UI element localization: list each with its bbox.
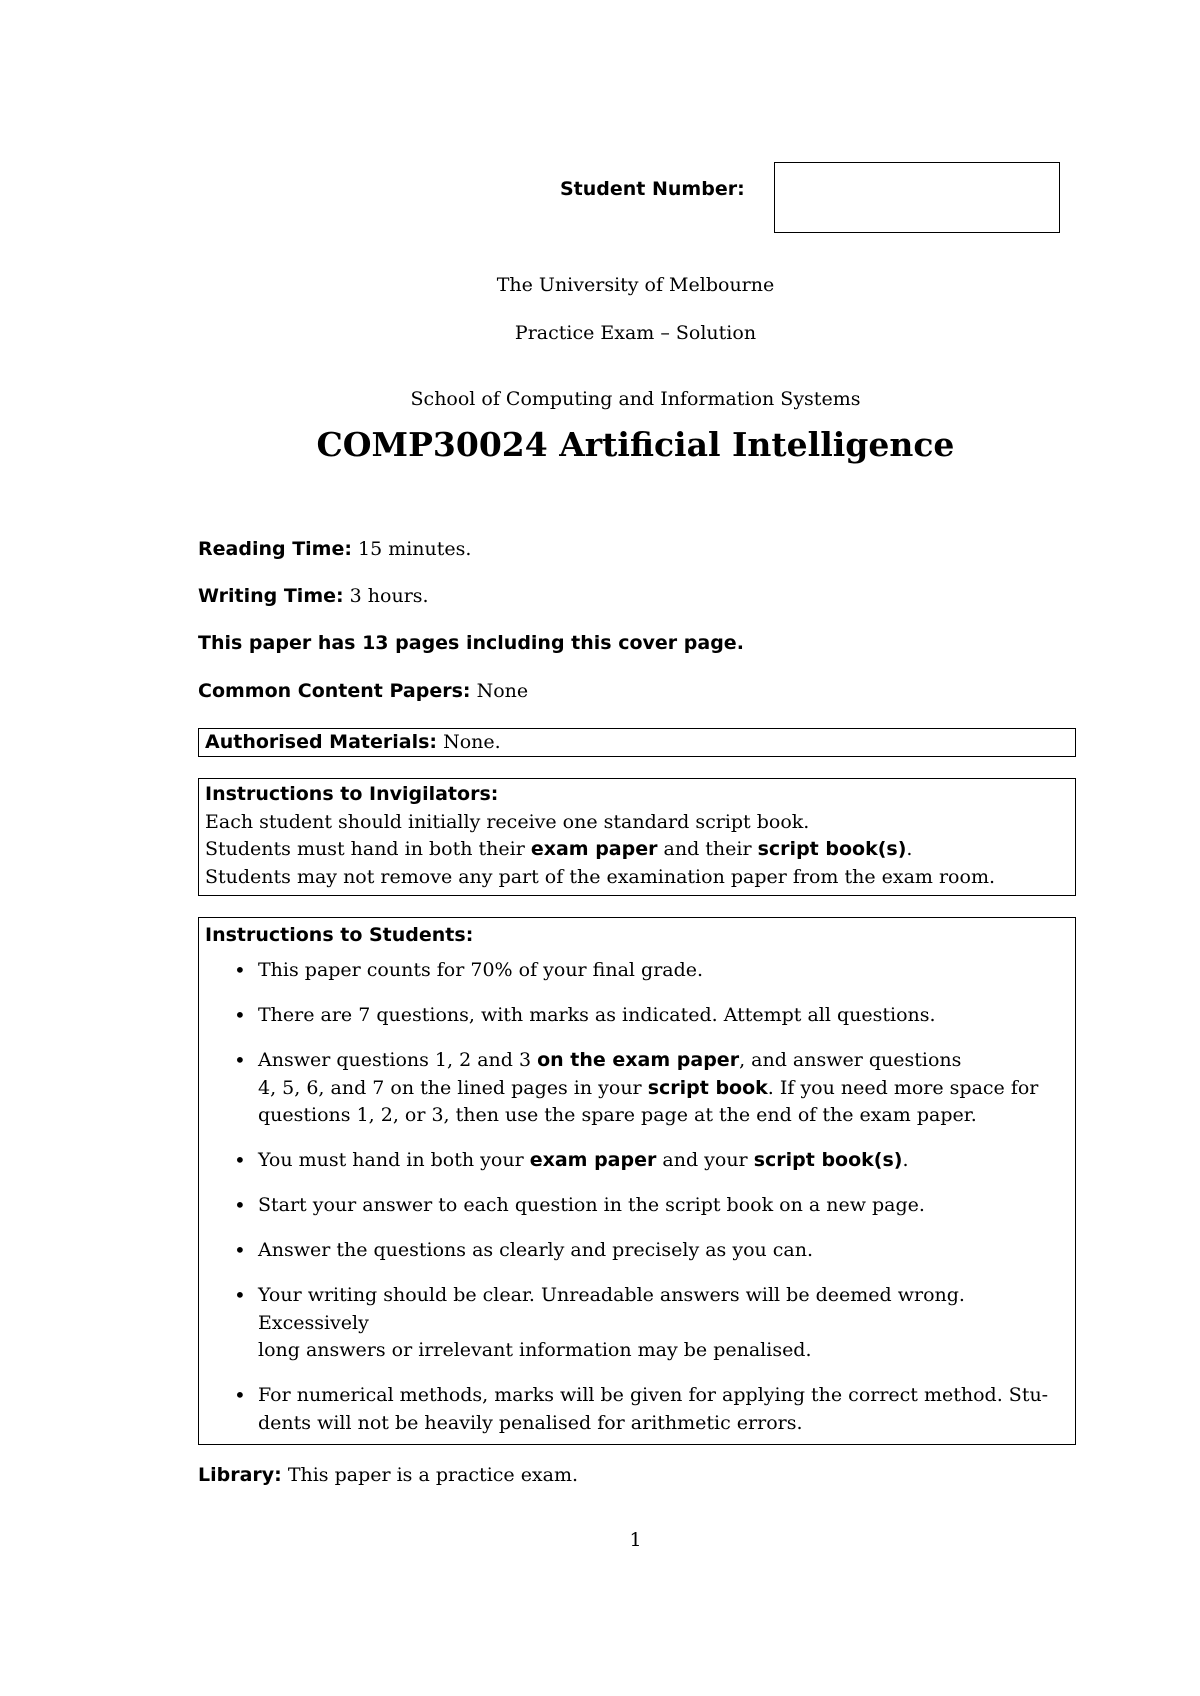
common-content: [198, 680, 528, 702]
invigilator-instructions-box: [198, 778, 1076, 896]
text-line: • For numerical methods, marks will be given for applying the correct method. Stu-: [258, 1384, 1049, 1406]
text: . If you need more space for: [767, 1076, 1039, 1099]
common-content-value: None: [476, 680, 529, 702]
invigilator-instructions-title: Instructions to Invigilators:: [205, 783, 499, 805]
exam-title: Practice Exam – Solution: [514, 322, 757, 344]
list-item: [258, 1282, 1069, 1365]
invigilator-line: Each student should initially receive one standard script book.: [205, 810, 810, 833]
page-number: 1: [629, 1529, 642, 1551]
text-line: questions 1, 2, or 3, then use the spare page at the end of the exam paper.: [258, 1104, 977, 1126]
text: 4, 5, 6, and 7 on the lined pages in your: [258, 1076, 648, 1099]
page-count-text: This paper has 13 pages including this cover page.: [198, 632, 744, 654]
student-instructions-list: [205, 957, 1069, 1437]
list-item: [258, 1047, 1069, 1130]
student-instructions-box: [198, 917, 1076, 1445]
authorised-materials-box: [198, 728, 1076, 757]
emphasis: script book(s): [753, 1149, 903, 1171]
text: and their: [657, 838, 758, 860]
library-label: Library:: [198, 1464, 282, 1486]
writing-time-label: Writing Time:: [198, 585, 344, 607]
text-line: • Your writing should be clear. Unreadable answers will be deemed wrong. Excessively: [258, 1284, 965, 1334]
text-line: [258, 1075, 1069, 1103]
emphasis: exam paper: [529, 1149, 657, 1171]
text-line: dents will not be heavily penalised for arithmetic errors.: [258, 1411, 803, 1434]
student-number-box[interactable]: [774, 162, 1060, 233]
invigilator-line: [205, 836, 1069, 864]
text: .: [902, 1149, 909, 1171]
text: Answer questions 1, 2 and 3: [258, 1049, 538, 1071]
student-number-label: Student Number:: [560, 178, 745, 200]
library-value: This paper is a practice exam.: [287, 1464, 579, 1486]
emphasis: script book: [647, 1076, 768, 1099]
writing-time-value: 3 hours.: [349, 585, 429, 607]
text: , and answer questions: [739, 1049, 962, 1071]
list-item: • Answer the questions as clearly and precisely as you can.: [258, 1237, 1069, 1265]
authorised-materials-value: None.: [443, 731, 501, 753]
list-item: • This paper counts for 70% of your final grade.: [258, 957, 1069, 985]
text: You must hand in both your: [258, 1149, 530, 1171]
text-line: long answers or irrelevant information may be penalised.: [258, 1339, 812, 1361]
emphasis: on the exam paper: [537, 1049, 740, 1071]
university-name: The University of Melbourne: [496, 274, 775, 296]
list-item: [258, 1147, 1069, 1175]
text: Students must hand in both their: [205, 838, 531, 860]
reading-time-value: 15 minutes.: [358, 538, 472, 560]
text: .: [906, 838, 913, 860]
authorised-materials-label: Authorised Materials:: [205, 731, 438, 753]
course-title: COMP30024 Artificial Intelligence: [316, 425, 955, 464]
writing-time: [198, 585, 429, 607]
list-item: • There are 7 questions, with marks as indicated. Attempt all questions.: [258, 1002, 1069, 1030]
emphasis: script book(s): [757, 838, 907, 860]
invigilator-line: Students may not remove any part of the examination paper from the exam room.: [205, 865, 995, 888]
reading-time-label: Reading Time:: [198, 538, 352, 560]
school-name: School of Computing and Information Systems: [410, 388, 861, 410]
text-line: [258, 1047, 1069, 1075]
emphasis: exam paper: [530, 838, 658, 860]
reading-time: [198, 538, 471, 560]
common-content-label: Common Content Papers:: [198, 680, 471, 702]
list-item: [258, 1382, 1069, 1437]
student-instructions-title: Instructions to Students:: [205, 924, 474, 946]
library-note: [198, 1464, 578, 1486]
text: and your: [656, 1149, 754, 1171]
list-item: • Start your answer to each question in the script book on a new page.: [258, 1192, 1069, 1220]
